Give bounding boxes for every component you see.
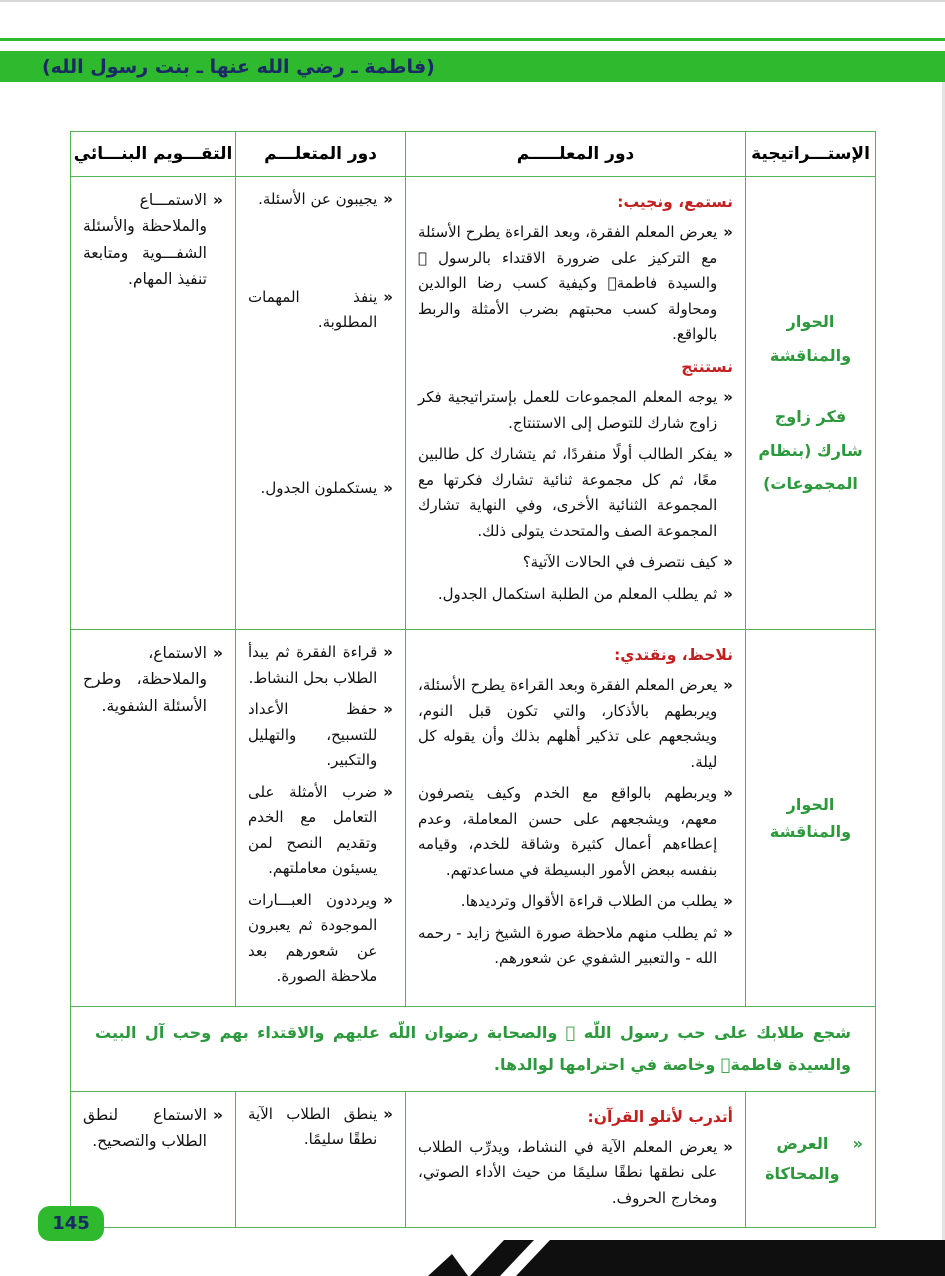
teacher-note-text: شجع طلابك على حب رسول اللّه ﷺ والصحابة رضوان اللّه عليهم والاقتداء بهم وحب آل البيت والسيدة فاطمةؓ وخاصة في احترامها لوالدها. bbox=[95, 1022, 851, 1074]
learner-role-cell bbox=[236, 1091, 406, 1228]
learner-role-cell bbox=[236, 630, 406, 1007]
bullet-icon: « bbox=[723, 445, 733, 464]
list-item-text: يفكر الطالب أولًا منفردًا، ثم يتشارك كل طالبين معًا، ثم كل مجموعة ثنائية تشارك فكرتها مع المجموعة الثنائية الأخرى، وفي النهاية تشارك المجموعة الصف والمتحدث يتولى ذلك. bbox=[418, 445, 718, 540]
col-header-teacher: دور المعلـــــم bbox=[406, 132, 746, 177]
list-item bbox=[418, 582, 733, 608]
bullet-icon: « bbox=[383, 190, 393, 208]
activity-heading: نلاحظ، ونقتدي: bbox=[614, 646, 733, 664]
scan-edge-top bbox=[0, 0, 945, 2]
list-item-text: يعرض المعلم الفقرة، وبعد القراءة يطرح الأسئلة مع التركيز على ضرورة الاقتداء بالرسول ﷺ والسيدة فاطمةؓ وكيفية كسب رضا الوالدين ومحاولة كسب محبتهم بضرب الأمثلة والربط بالواقع. bbox=[418, 223, 718, 344]
teacher-role-cell bbox=[406, 630, 746, 1007]
list-item bbox=[418, 673, 733, 775]
list-item bbox=[248, 697, 393, 774]
bullet-icon: « bbox=[852, 1134, 863, 1154]
table-row bbox=[71, 177, 876, 630]
strategy-cell bbox=[746, 630, 876, 1007]
bullet-icon: « bbox=[723, 892, 733, 911]
list-item-text: ويربطهم بالواقع مع الخدم وكيف يتصرفون معهم، ويشجعهم على حسن المعاملة، وعدم إعطاءهم أعمال كثيرة وشاقة للخدم، وقيامه بنفسه ببعض الأمور البسيطة في مساعدتهم. bbox=[418, 784, 718, 879]
list-item bbox=[418, 550, 733, 576]
list-item-text: ويرددون العبـــارات الموجودة ثم يعبرون عن شعورهم بعد ملاحظة الصورة. bbox=[248, 890, 378, 985]
list-item-text: كيف نتصرف في الحالات الآتية؟ bbox=[522, 553, 718, 572]
list-item-text: يعرض المعلم الفقرة وبعد القراءة يطرح الأسئلة، ويربطهم بالأذكار، والتي تكون قبل النوم، ويشجعهم على تذكير أهلهم بذلك وأن يقوله كل ليلة. bbox=[418, 676, 718, 771]
bullet-icon: « bbox=[383, 478, 393, 497]
list-item bbox=[418, 385, 733, 436]
bullet-icon: « bbox=[723, 553, 733, 572]
bullet-icon: « bbox=[383, 1104, 393, 1123]
bullet-icon: « bbox=[723, 223, 733, 242]
strategy-cell bbox=[746, 1091, 876, 1228]
assessment-cell bbox=[71, 630, 236, 1007]
bullet-icon: « bbox=[383, 643, 393, 661]
list-item bbox=[418, 220, 733, 348]
lesson-title: (فاطمة ـ رضي الله عنها ـ بنت رسول الله) bbox=[42, 55, 435, 78]
col-header-strategy: الإستـــراتيجية bbox=[746, 132, 876, 177]
list-item bbox=[418, 889, 733, 915]
list-item-text: قراءة الفقرة ثم يبدأ الطلاب بحل النشاط. bbox=[248, 643, 378, 687]
list-item bbox=[83, 1102, 223, 1155]
strategy-table bbox=[70, 131, 876, 1228]
learner-role-cell bbox=[236, 177, 406, 630]
activity-heading: نستمع، ونجيب: bbox=[617, 193, 733, 211]
bullet-icon: « bbox=[723, 584, 733, 603]
list-item-text: ينفذ المهمات المطلوبة. bbox=[248, 287, 378, 331]
list-item bbox=[418, 442, 733, 544]
list-item-text: حفظ الأعداد للتسبيح، والتهليل والتكبير. bbox=[248, 700, 378, 769]
lesson-title-bar bbox=[0, 51, 945, 82]
list-item bbox=[248, 187, 393, 213]
bullet-icon: « bbox=[723, 784, 733, 803]
black-corner-band-icon bbox=[516, 1240, 945, 1276]
list-item-text: يستكملون الجدول. bbox=[260, 478, 378, 497]
bullet-icon: « bbox=[383, 890, 393, 909]
list-item-text: يطلب من الطلاب قراءة الأقوال وترديدها. bbox=[460, 892, 718, 911]
col-header-assessment: التقـــويم البنـــائي bbox=[71, 132, 236, 177]
teacher-role-cell bbox=[406, 177, 746, 630]
strategy-label: العرض والمحاكاة bbox=[765, 1134, 840, 1184]
list-item bbox=[83, 187, 223, 292]
bullet-icon: « bbox=[723, 388, 733, 407]
list-item-text: ثم يطلب منهم ملاحظة صورة الشيخ زايد - رحمه الله - والتعبير الشفوي عن شعورهم. bbox=[418, 923, 718, 968]
list-item-text: يجيبون عن الأسئلة. bbox=[258, 190, 378, 208]
list-item-text: الاستمـــاع والملاحظة والأسئلة الشفـــوية ومتابعة تنفيذ المهام. bbox=[83, 191, 207, 289]
activity-heading: أتدرب لأتلو القرآن: bbox=[587, 1107, 733, 1126]
list-item bbox=[248, 888, 393, 990]
bullet-icon: « bbox=[723, 923, 733, 942]
bullet-icon: « bbox=[723, 1137, 733, 1156]
strategy-label: فكر زاوج شارك (بنظام المجموعات) bbox=[758, 407, 863, 494]
table-header-row bbox=[71, 132, 876, 177]
activity-heading: نستنتج bbox=[681, 357, 733, 376]
list-item-text: ينطق الطلاب الآية نطقًا سليمًا. bbox=[248, 1104, 378, 1148]
list-item bbox=[418, 1135, 733, 1212]
black-triangle-icon bbox=[428, 1254, 468, 1276]
header-rule bbox=[0, 38, 945, 41]
strategy-label: الحوار والمناقشة bbox=[769, 794, 852, 841]
table-row bbox=[71, 630, 876, 1007]
list-item bbox=[248, 476, 393, 502]
assessment-cell bbox=[71, 177, 236, 630]
strategy-label: الحوار والمناقشة bbox=[769, 312, 852, 365]
list-item bbox=[248, 780, 393, 882]
bullet-icon: « bbox=[212, 191, 223, 209]
list-item-text: الاستماع، والملاحظة، وطرح الأسئلة الشفوية. bbox=[83, 644, 207, 715]
teacher-role-cell bbox=[406, 1091, 746, 1228]
list-item bbox=[248, 1102, 393, 1153]
list-item bbox=[418, 921, 733, 972]
bullet-icon: « bbox=[723, 676, 733, 695]
bullet-icon: « bbox=[383, 287, 393, 306]
table-row bbox=[71, 1091, 876, 1228]
list-item-text: ضرب الأمثلة على التعامل مع الخدم وتقديم النصح لمن يسيئون معاملتهم. bbox=[248, 782, 378, 877]
list-item bbox=[248, 640, 393, 691]
note-row bbox=[71, 1006, 876, 1091]
bullet-icon: « bbox=[212, 1105, 223, 1124]
list-item bbox=[83, 640, 223, 719]
bullet-icon: « bbox=[383, 782, 393, 801]
teacher-note-cell bbox=[71, 1006, 876, 1091]
col-header-learner: دور المتعلـــم bbox=[236, 132, 406, 177]
list-item bbox=[418, 781, 733, 883]
list-item bbox=[248, 285, 393, 336]
list-item-text: ثم يطلب المعلم من الطلبة استكمال الجدول. bbox=[437, 584, 718, 603]
bullet-icon: « bbox=[212, 644, 223, 662]
strategy-cell bbox=[746, 177, 876, 630]
list-item-text: الاستماع لنطق الطلاب والتصحيح. bbox=[83, 1105, 207, 1150]
page-number: 145 bbox=[52, 1213, 90, 1234]
list-item-text: يوجه المعلم المجموعات للعمل بإستراتيجية فكر زاوج شارك للتوصل إلى الاستنتاج. bbox=[418, 388, 718, 432]
corner-art bbox=[0, 1236, 945, 1276]
list-item-text: يعرض المعلم الآية في النشاط، ويدرِّب الطلاب على نطقها نطقًا سليمًا من حيث الأداء الصوتي، ومخارج الحروف. bbox=[418, 1137, 718, 1207]
bullet-icon: « bbox=[383, 700, 393, 718]
